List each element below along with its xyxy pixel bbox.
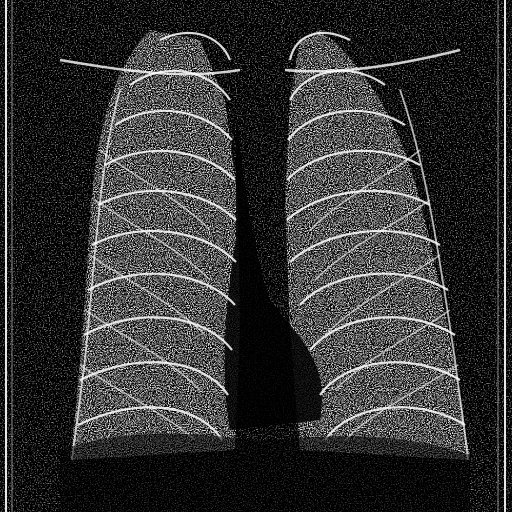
diaphragm-region [60, 433, 470, 512]
